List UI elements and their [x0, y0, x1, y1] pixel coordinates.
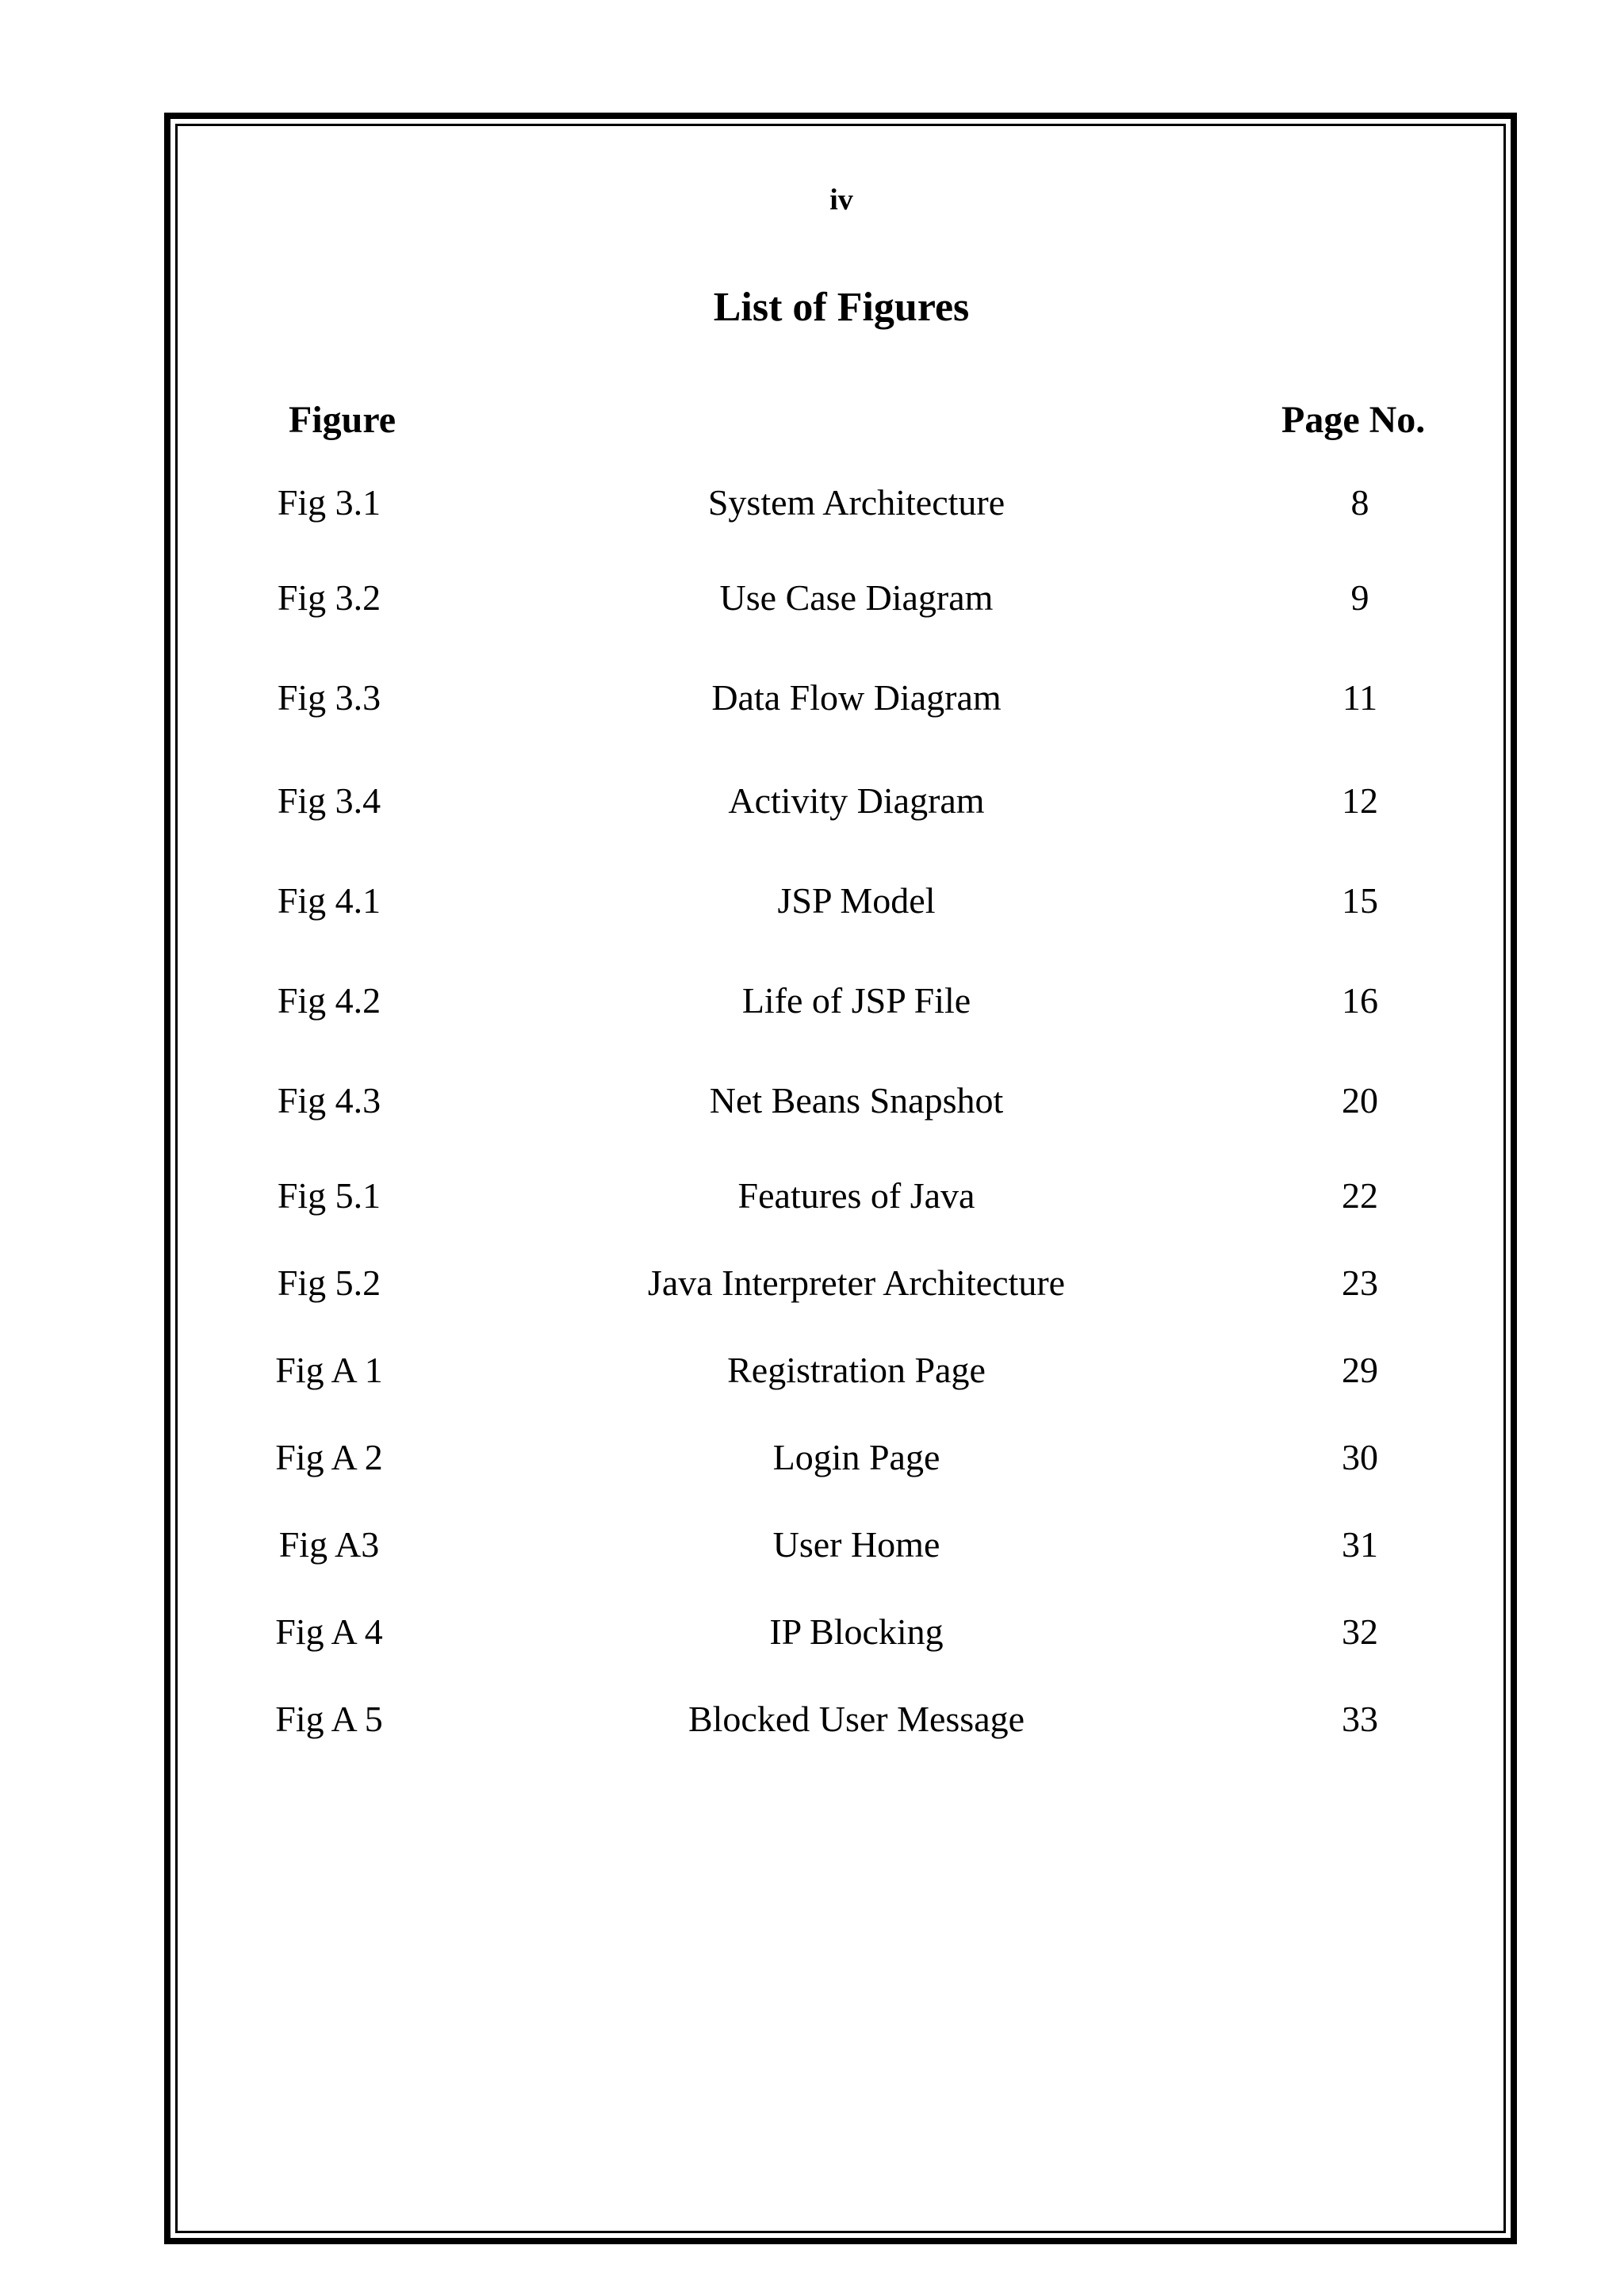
figure-number: Fig 3.2	[277, 577, 381, 618]
figure-page: 12	[1342, 780, 1378, 821]
figure-page: 22	[1342, 1175, 1378, 1216]
figure-row	[0, 1521, 1624, 1569]
figure-number: Fig 3.3	[277, 677, 381, 718]
figure-page: 15	[1342, 880, 1378, 921]
figure-number: Fig 4.2	[277, 980, 381, 1021]
figure-page: 29	[1342, 1350, 1378, 1390]
figure-description: Net Beans Snapshot	[709, 1080, 1004, 1121]
figure-page: 8	[1350, 482, 1369, 523]
figure-number: Fig 4.1	[277, 880, 381, 921]
column-header-figure: Figure	[289, 399, 396, 441]
figure-row	[0, 777, 1624, 825]
figure-description: IP Blocking	[769, 1611, 944, 1652]
figure-row	[0, 1434, 1624, 1481]
figure-page: 32	[1342, 1611, 1378, 1652]
figure-description: Registration Page	[727, 1350, 986, 1390]
figure-description: Life of JSP File	[741, 980, 971, 1021]
figure-number: Fig 4.3	[277, 1080, 381, 1121]
figure-description: System Architecture	[707, 482, 1005, 523]
figure-number: Fig 3.1	[277, 482, 381, 523]
figure-row	[0, 1347, 1624, 1394]
figure-description: User Home	[772, 1524, 940, 1565]
figure-description: Activity Diagram	[728, 780, 985, 821]
column-header-page-no: Page No.	[1281, 399, 1426, 441]
figure-row	[0, 877, 1624, 925]
figure-description: Login Page	[772, 1437, 940, 1477]
figure-page: 16	[1342, 980, 1378, 1021]
figure-page: 31	[1342, 1524, 1378, 1565]
figure-page: 33	[1342, 1699, 1378, 1739]
page-number: iv	[829, 183, 853, 216]
figure-description: Blocked User Message	[688, 1699, 1025, 1739]
figure-page: 23	[1342, 1262, 1378, 1303]
figure-number: Fig A 5	[275, 1699, 383, 1739]
figure-row	[0, 1259, 1624, 1307]
figure-number: Fig 3.4	[277, 780, 381, 821]
figure-row	[0, 1172, 1624, 1220]
figure-description: Use Case Diagram	[719, 577, 994, 618]
figure-number: Fig A 2	[275, 1437, 383, 1477]
figure-row	[0, 574, 1624, 622]
figure-page: 30	[1342, 1437, 1378, 1477]
figure-row	[0, 1695, 1624, 1743]
figure-description: Java Interpreter Architecture	[647, 1262, 1066, 1303]
figure-row	[0, 1077, 1624, 1125]
figure-row	[0, 1608, 1624, 1656]
figure-number: Fig A 4	[275, 1611, 383, 1652]
figure-row	[0, 977, 1624, 1025]
figure-page: 20	[1342, 1080, 1378, 1121]
figure-description: JSP Model	[777, 880, 936, 921]
figure-row	[0, 479, 1624, 527]
figure-number: Fig 5.2	[277, 1262, 381, 1303]
page-title: List of Figures	[713, 285, 970, 330]
figure-description: Features of Java	[737, 1175, 975, 1216]
figure-description: Data Flow Diagram	[711, 677, 1002, 718]
figure-row	[0, 674, 1624, 722]
figure-page: 9	[1350, 577, 1369, 618]
figure-number: Fig A 1	[275, 1350, 383, 1390]
figure-page: 11	[1342, 677, 1378, 718]
figure-number: Fig 5.1	[277, 1175, 381, 1216]
figure-number: Fig A3	[278, 1524, 380, 1565]
